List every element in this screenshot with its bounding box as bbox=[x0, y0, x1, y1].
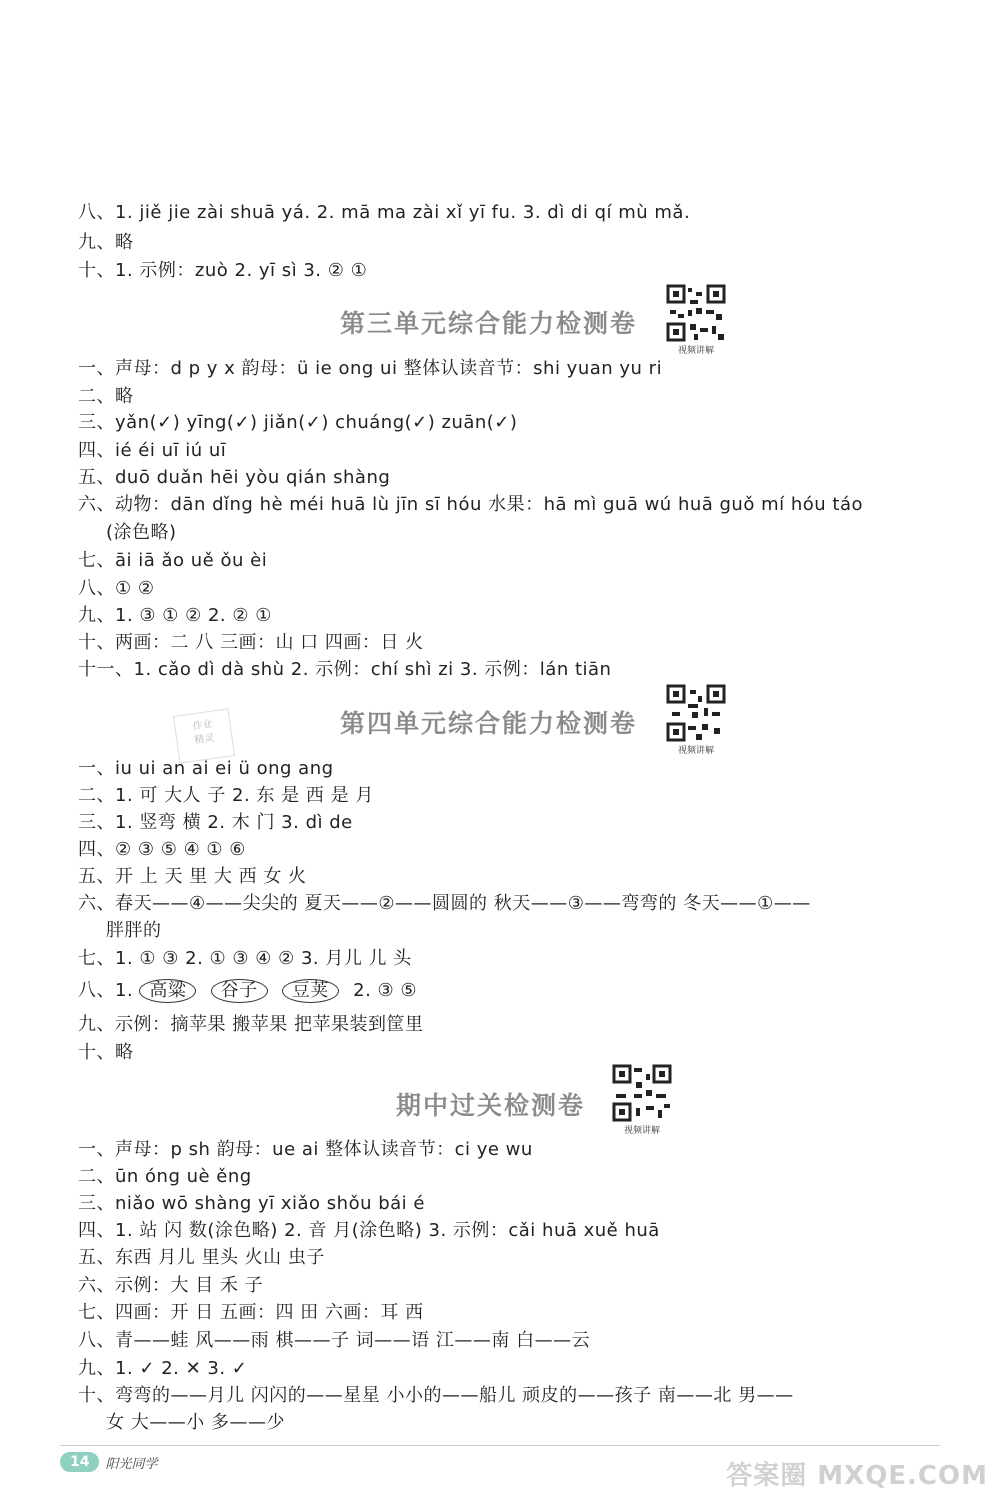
answer-line: 九、示例：摘苹果 搬苹果 把苹果装到筐里 bbox=[78, 1014, 424, 1035]
brand-logo: 阳光同学 bbox=[105, 1456, 158, 1472]
answer-line-circled bbox=[78, 978, 417, 1004]
answer-line: 胖胖的 bbox=[106, 920, 162, 941]
answer-line: 十、1. 示例：zuò 2. yī sì 3. ② ① bbox=[78, 260, 368, 281]
section-title-unit4: 第四单元综合能力检测卷 bbox=[340, 709, 638, 738]
q8-suffix: 2. ③ ⑤ bbox=[353, 980, 418, 1001]
qr-code-icon bbox=[666, 284, 726, 342]
circled-word: 豆荚 bbox=[282, 979, 339, 1003]
answer-line: 十、弯弯的——月儿 闪闪的——星星 小小的——船儿 顽皮的——孩子 南——北 男—— bbox=[78, 1385, 794, 1406]
section-title-midterm: 期中过关检测卷 bbox=[396, 1091, 586, 1120]
answer-line: 四、② ③ ⑤ ④ ① ⑥ bbox=[78, 839, 246, 860]
answer-line: 五、东西 月儿 里头 火山 虫子 bbox=[78, 1247, 325, 1268]
answer-line: 七、āi iā ǎo uě ǒu èi bbox=[78, 550, 268, 571]
answer-line: 四、ié éi uī iú uī bbox=[78, 440, 227, 461]
answer-line: 女 大——小 多——少 bbox=[106, 1412, 285, 1433]
qr-code-unit3[interactable] bbox=[666, 284, 726, 356]
watermark: 答案圈 MXQE.COM bbox=[726, 1461, 988, 1491]
answer-line: 六、示例：大 目 禾 子 bbox=[78, 1275, 264, 1296]
qr-code-icon bbox=[612, 1064, 672, 1122]
qr-code-icon bbox=[666, 684, 726, 742]
qr-code-unit4[interactable] bbox=[666, 684, 726, 756]
circled-word: 高粱 bbox=[139, 979, 196, 1003]
answer-line: 十一、1. cǎo dì dà shù 2. 示例：chí shì zi 3. 示例：lán tiān bbox=[78, 659, 612, 680]
answer-line: 二、1. 可 大人 子 2. 东 是 西 是 月 bbox=[78, 785, 374, 806]
answer-line: 十、两画：二 八 三画：山 口 四画：日 火 bbox=[78, 632, 424, 653]
answer-line: 一、声母：p sh 韵母：ue ai 整体认读音节：ci ye wu bbox=[78, 1139, 533, 1160]
qr-label: 视频讲解 bbox=[677, 346, 714, 356]
qr-label: 视频讲解 bbox=[677, 746, 714, 756]
footer-divider bbox=[60, 1445, 940, 1446]
q8-prefix: 八、1. bbox=[78, 980, 134, 1001]
answer-line: 一、声母：d p y x 韵母：ü ie ong ui 整体认读音节：shi yuan yu ri bbox=[78, 358, 663, 379]
stamp-logo: 作业 精灵 bbox=[173, 708, 235, 763]
answer-line: 十、略 bbox=[78, 1042, 134, 1063]
answer-line: 六、动物：dān dǐng hè méi huā lù jīn sī hóu 水果：hā mì guā wú huā guǒ mí hóu táo bbox=[78, 494, 863, 515]
answer-line: 八、① ② bbox=[78, 578, 155, 599]
answer-line: 七、四画：开 日 五画：四 田 六画：耳 西 bbox=[78, 1302, 424, 1323]
qr-code-midterm[interactable] bbox=[612, 1064, 672, 1136]
answer-line: 二、略 bbox=[78, 386, 134, 407]
answer-line: 五、duō duǎn hēi yòu qián shàng bbox=[78, 467, 391, 488]
answer-line: 一、iu ui an ai ei ü ong ang bbox=[78, 758, 334, 779]
section-title-unit3: 第三单元综合能力检测卷 bbox=[340, 309, 638, 338]
answer-line: 九、1. ✓ 2. ✕ 3. ✓ bbox=[78, 1358, 248, 1379]
answer-line: 八、青——蛙 风——雨 棋——子 词——语 江——南 白——云 bbox=[78, 1330, 591, 1351]
answer-line: 三、1. 竖弯 横 2. 木 门 3. dì de bbox=[78, 812, 353, 833]
answer-line: 三、yǎn(✓) yīng(✓) jiǎn(✓) chuáng(✓) zuān(✓) bbox=[78, 412, 518, 433]
qr-label: 视频讲解 bbox=[623, 1126, 660, 1136]
answer-line: 五、开 上 天 里 大 西 女 火 bbox=[78, 866, 307, 887]
answer-line: (涂色略) bbox=[106, 522, 177, 543]
answer-line: 六、春天——④——尖尖的 夏天——②——圆圆的 秋天——③——弯弯的 冬天——①—— bbox=[78, 893, 811, 914]
answer-line: 四、1. 站 闪 数(涂色略) 2. 音 月(涂色略) 3. 示例：cǎi huā xuě huā bbox=[78, 1220, 660, 1241]
answer-line: 三、niǎo wō shàng yī xiǎo shǒu bái é bbox=[78, 1193, 425, 1214]
circled-word: 谷子 bbox=[211, 979, 268, 1003]
page-footer bbox=[60, 1452, 158, 1472]
answer-line: 九、1. ③ ① ② 2. ② ① bbox=[78, 605, 272, 626]
answer-line: 二、ūn óng uè ěng bbox=[78, 1166, 252, 1187]
answer-line: 九、略 bbox=[78, 232, 134, 253]
page-number: 14 bbox=[60, 1452, 99, 1472]
answer-line: 八、1. jiě jie zài shuā yá. 2. mā ma zài xǐ yī fu. 3. dì di qí mù mǎ. bbox=[78, 202, 691, 223]
answer-line: 七、1. ① ③ 2. ① ③ ④ ② 3. 月儿 儿 头 bbox=[78, 948, 412, 969]
